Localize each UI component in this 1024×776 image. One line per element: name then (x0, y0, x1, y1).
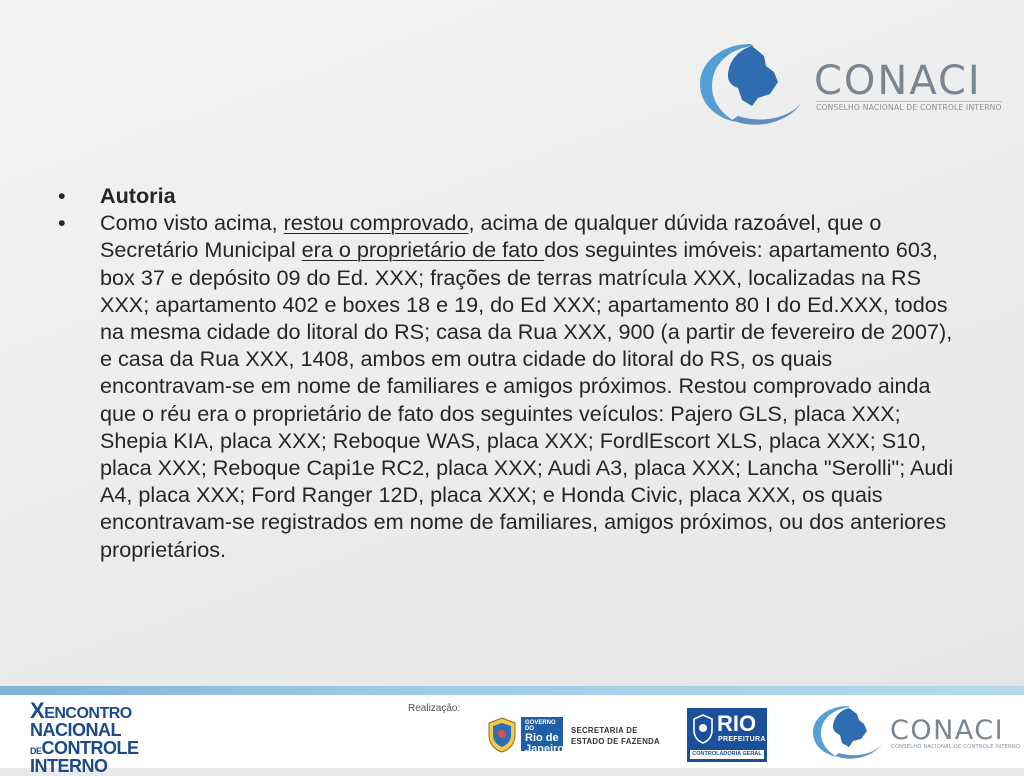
secretaria-line2: ESTADO DE FAZENDA (571, 736, 660, 746)
bullet-marker: • (58, 210, 66, 236)
conaci-subtitle: CONSELHO NACIONAL DE CONTROLE INTERNO (816, 103, 1002, 112)
encontro-logo-line1: ENCONTRO (44, 705, 132, 722)
brazil-map-icon (808, 701, 890, 763)
rio-prefeitura-badge (687, 708, 767, 762)
secretaria-fazenda-text (571, 726, 660, 747)
encontro-logo-line2: NACIONAL (30, 720, 121, 740)
conaci-wordmark: CONACI (890, 715, 1005, 746)
body-segment: dos seguintes imóveis: apartamento 603, box 37 e depósito 09 do Ed. XXX; frações de terras matrícula XXX, localizadas na RS XXX; apartamento 402 e boxes 18 e 19, do Ed XXX; apartamento 80 I do Ed.XXX, todos na mesma cidade do litoral do RS; casa da Rua XXX, 900 (a partir de fevereiro de 2007), e casa da Rua XXX, 1408, ambos em outra cidade do litoral do RS, os quais encontravam-se em nome de familiares e amigos próximos. Restou comprovado ainda que o réu era o proprietário de fato dos seguintes veículos: Pajero GLS, placa XXX; Shepia KIA, placa XXX; Reboque WAS, placa XXX; FordlEscort XLS, placa XXX; S10, placa XXX; Reboque Capi1e RC2, placa XXX; Audi A3, placa XXX; Lancha "Serolli"; Audi A4, placa XXX; Ford Ranger 12D, placa XXX; e Honda Civic, placa XXX, os quais encontravam-se registrados em nome de familiares, amigos próximos, ou dos anteriores proprietários. (100, 237, 954, 562)
secretaria-line1: SECRETARIA DE (571, 726, 638, 735)
bullet-marker: • (58, 183, 66, 208)
body-segment: Como visto acima, (100, 210, 284, 236)
governo-small: GOVERNO DO (525, 720, 556, 733)
rio-subtitle: PREFEITURA (718, 736, 766, 743)
brazil-map-icon (692, 36, 812, 136)
encontro-logo-line4: INTERNO (30, 756, 108, 776)
governo-big2: Janeiro (525, 743, 565, 756)
body-segment: , acima de qualquer dúvida razoável, que o Secretário Municipal (100, 210, 882, 263)
footer-stripe (0, 686, 1024, 695)
encontro-logo-x: X (30, 698, 45, 723)
underlined-phrase: era o proprietário de fato (301, 237, 545, 263)
encontro-logo (30, 698, 139, 776)
rio-crest-icon (692, 714, 714, 744)
rio-footer: CONTROLADORIA GERAL (690, 750, 764, 759)
encontro-logo-de: DE (30, 746, 42, 756)
governo-rj-badge (521, 717, 565, 756)
bullet-list (58, 182, 968, 563)
conaci-wordmark: CONACI (814, 58, 982, 104)
bullet-item-title (58, 182, 968, 209)
underlined-phrase: restou comprovado (283, 210, 469, 236)
governo-big1: Rio de (525, 731, 559, 744)
conaci-logo-header (692, 36, 1002, 136)
realizacao-label: Realização: (408, 703, 461, 714)
conaci-logo-footer (808, 701, 1021, 763)
conaci-subtitle: CONSELHO NACIONAL DE CONTROLE INTERNO (891, 744, 1021, 750)
rio-title: RIO (717, 711, 757, 736)
bullet-item-body (58, 209, 968, 563)
footer (0, 695, 1024, 776)
bullet-title: Autoria (100, 183, 176, 208)
encontro-logo-line3: CONTROLE (41, 738, 139, 758)
rj-crest-icon (487, 717, 517, 753)
